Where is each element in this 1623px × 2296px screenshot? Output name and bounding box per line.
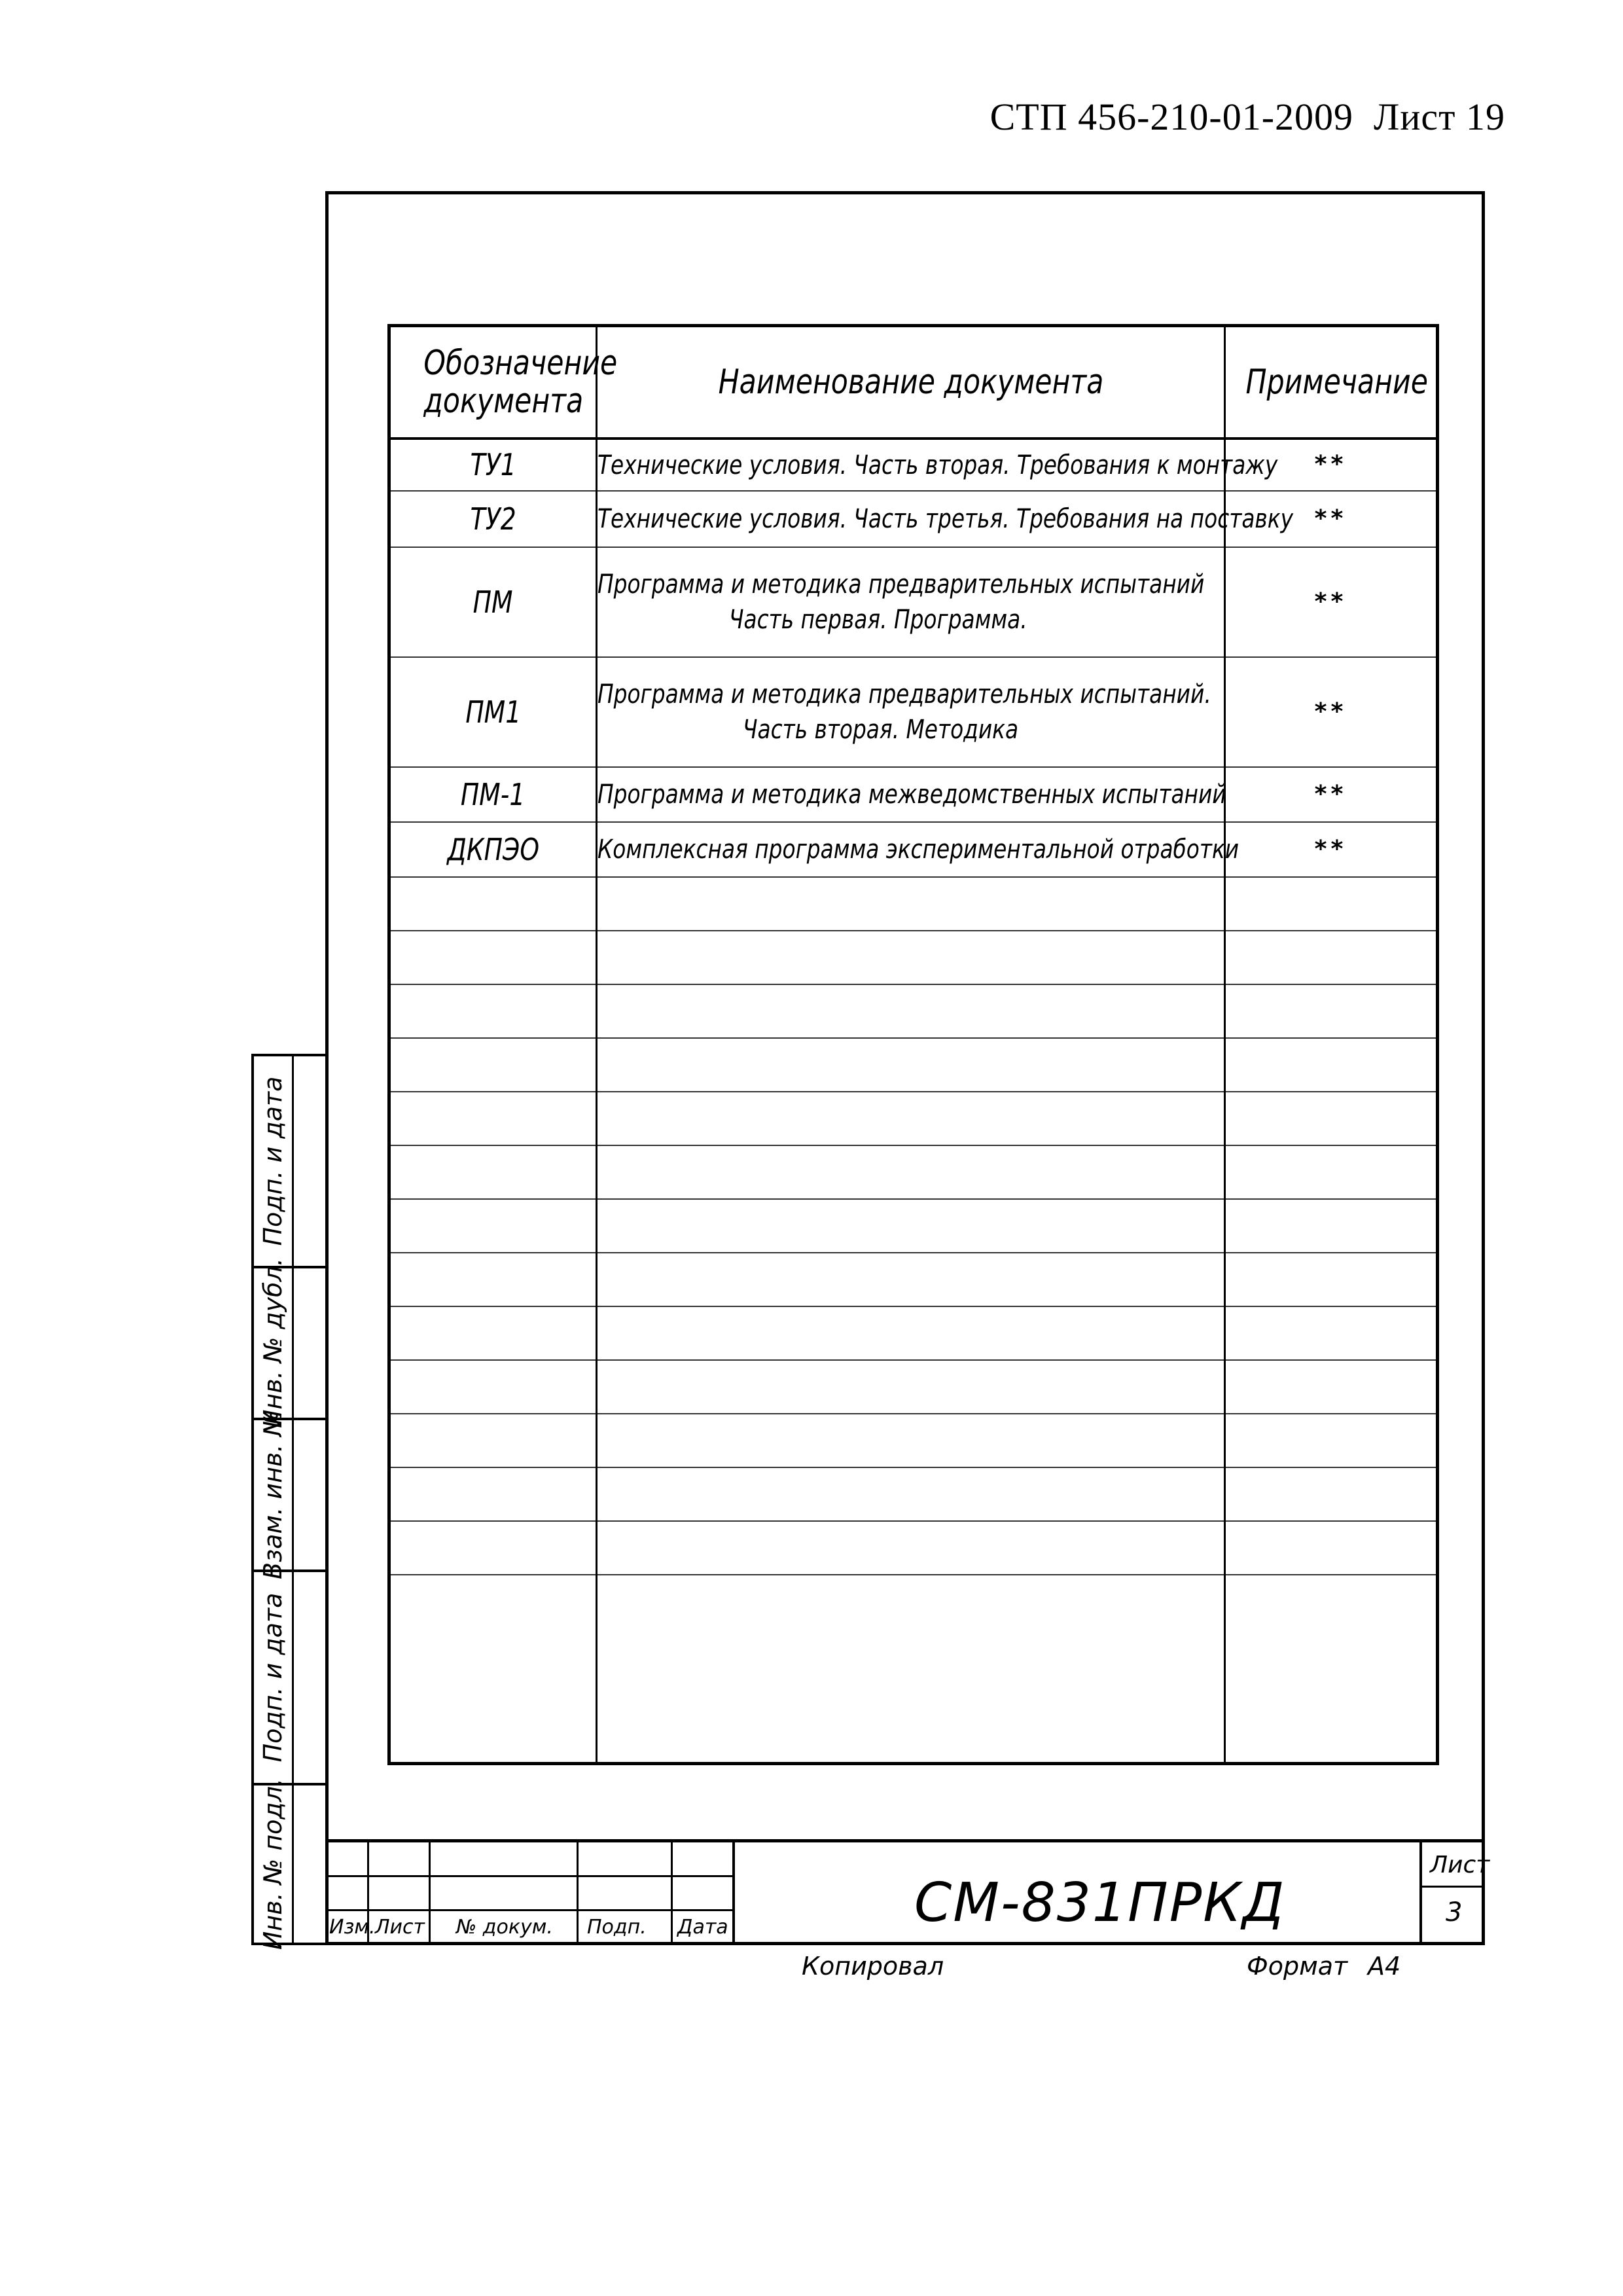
empty-row — [389, 1414, 1438, 1467]
col-label-signature: Подп. — [587, 1916, 647, 1939]
empty-row — [389, 1575, 1438, 1764]
col-label-date: Дата — [677, 1916, 728, 1939]
table-row — [389, 822, 1438, 877]
format-value: А4 — [1368, 1952, 1401, 1981]
sheet-label-cell: Лист — [1430, 1852, 1490, 1878]
empty-row — [389, 1038, 1438, 1092]
empty-row — [389, 1306, 1438, 1360]
doc-code: ПМ — [389, 547, 597, 657]
documents-table — [387, 324, 1439, 1765]
empty-row — [389, 1360, 1438, 1414]
column-header-code: Обозначение документа — [389, 326, 597, 439]
empty-row — [389, 931, 1438, 984]
side-stamp-label: Инв. № подл. — [259, 1778, 287, 1950]
column-header-note: Примечание — [1225, 326, 1438, 439]
empty-row — [389, 984, 1438, 1038]
doc-code: ПМ-1 — [389, 767, 597, 822]
side-stamp-cell — [251, 1410, 325, 1580]
copied-by-label: Копировал — [802, 1952, 944, 1981]
side-stamp-cell — [251, 1570, 325, 1785]
title-block — [325, 1839, 1490, 1945]
side-stamp-cell — [251, 1778, 325, 1950]
table-row — [389, 767, 1438, 822]
side-stamp-label: Подп. и дата — [259, 1592, 287, 1763]
sheet-label: Лист 19 — [1374, 96, 1505, 138]
col-label-doc-number: № докум. — [456, 1916, 553, 1939]
empty-row — [389, 1145, 1438, 1199]
doc-note: ** — [1225, 547, 1438, 657]
col-label-change: Изм. — [329, 1916, 376, 1939]
doc-code: ДКПЭО — [389, 822, 597, 877]
side-stamp — [251, 1054, 329, 1950]
empty-row — [389, 1199, 1438, 1253]
doc-note: ** — [1225, 767, 1438, 822]
table-row — [389, 657, 1438, 767]
doc-note: ** — [1225, 657, 1438, 767]
doc-name: Комплексная программа экспериментальной отработки — [597, 822, 1225, 877]
table-row — [389, 547, 1438, 657]
empty-row — [389, 1092, 1438, 1145]
table-row — [389, 491, 1438, 547]
doc-code: ПМ1 — [389, 657, 597, 767]
doc-code: ТУ1 — [389, 439, 597, 491]
table-header-row — [389, 326, 1438, 439]
document-designation: СМ-831ПРКД — [914, 1872, 1286, 1934]
doc-name: Программа и методика предварительных испытаний. Часть вторая. Методика — [597, 657, 1225, 767]
side-stamp-label: Подп. и дата — [259, 1076, 287, 1246]
sheet-number: 3 — [1446, 1897, 1463, 1928]
doc-note: ** — [1225, 439, 1438, 491]
doc-note: ** — [1225, 822, 1438, 877]
doc-name: Программа и методика межведомственных испытаний — [597, 767, 1225, 822]
doc-name: Технические условия. Часть третья. Требования на поставку — [597, 491, 1225, 547]
empty-row — [389, 1521, 1438, 1575]
document-header — [990, 95, 1505, 139]
empty-row — [389, 1467, 1438, 1521]
table-row — [389, 439, 1438, 491]
side-stamp-label: Взам. инв. № — [259, 1410, 287, 1580]
col-label-sheet: Лист — [375, 1916, 425, 1939]
standard-number: СТП 456-210-01-2009 — [990, 96, 1354, 138]
format-label: Формат — [1247, 1952, 1348, 1981]
side-stamp-label: Инв. № дубл. — [259, 1258, 287, 1428]
doc-name: Программа и методика предварительных испытаний Часть первая. Программа. — [597, 547, 1225, 657]
side-stamp-cell — [251, 1258, 325, 1428]
doc-code: ТУ2 — [389, 491, 597, 547]
side-stamp-cell — [251, 1054, 325, 1268]
doc-note: ** — [1225, 491, 1438, 547]
column-header-name: Наименование документа — [597, 326, 1225, 439]
empty-row — [389, 1253, 1438, 1306]
doc-name: Технические условия. Часть вторая. Требования к монтажу — [597, 439, 1225, 491]
empty-row — [389, 877, 1438, 931]
